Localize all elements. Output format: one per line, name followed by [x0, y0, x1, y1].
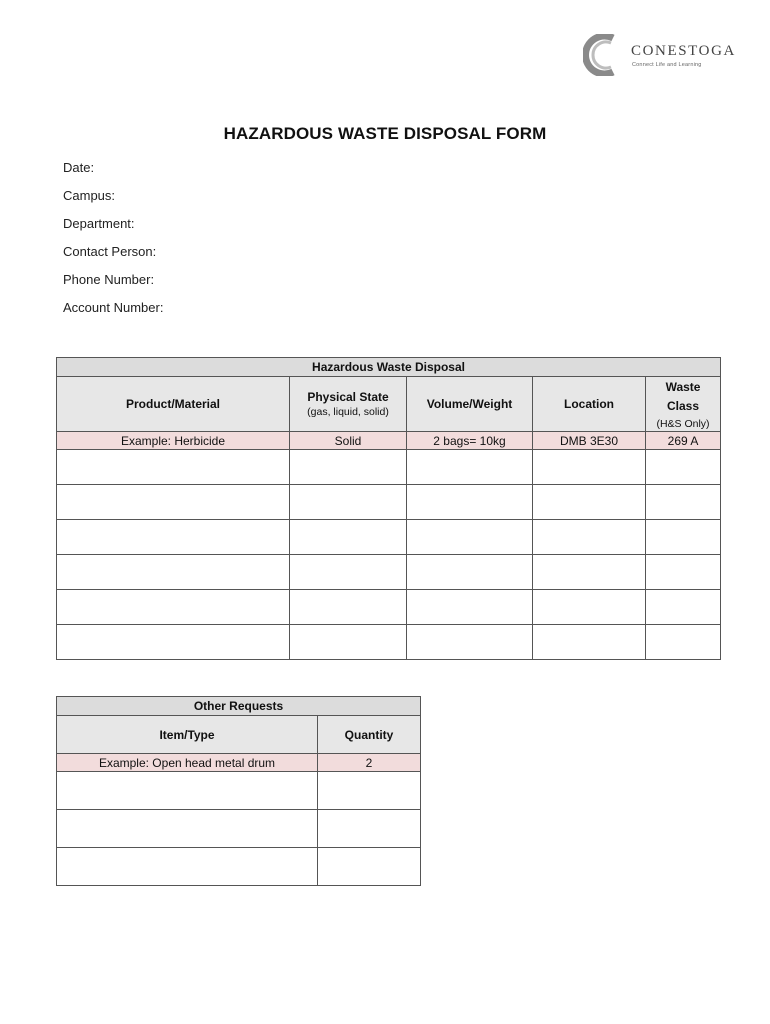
col-waste-class-label: Waste Class — [665, 380, 701, 413]
table-row — [57, 810, 421, 848]
cell-product[interactable] — [57, 625, 290, 660]
logo-tagline: Connect Life and Learning — [632, 62, 702, 68]
account-number-field[interactable]: Account Number: — [63, 300, 164, 315]
example-quantity: 2 — [318, 754, 421, 772]
cell-state[interactable] — [290, 625, 407, 660]
cell-state[interactable] — [290, 590, 407, 625]
cell-class[interactable] — [646, 625, 721, 660]
example-location: DMB 3E30 — [533, 432, 646, 450]
conestoga-c-logo-icon — [583, 34, 623, 76]
hazardous-waste-table — [56, 357, 721, 660]
cell-class[interactable] — [646, 485, 721, 520]
cell-class[interactable] — [646, 450, 721, 485]
cell-volume[interactable] — [407, 555, 533, 590]
table-row — [57, 848, 421, 886]
cell-volume[interactable] — [407, 625, 533, 660]
example-volume: 2 bags= 10kg — [407, 432, 533, 450]
cell-location[interactable] — [533, 625, 646, 660]
col-physical-state-label: Physical State — [307, 390, 389, 404]
col-waste-class — [646, 377, 721, 432]
form-title: HAZARDOUS WASTE DISPOSAL FORM — [223, 124, 547, 143]
col-physical-state-sub: (gas, liquid, solid) — [307, 406, 389, 418]
cell-item[interactable] — [57, 810, 318, 848]
cell-location[interactable] — [533, 485, 646, 520]
col-item-type: Item/Type — [57, 716, 318, 754]
cell-state[interactable] — [290, 450, 407, 485]
table-row — [57, 450, 721, 485]
example-item: Example: Open head metal drum — [57, 754, 318, 772]
department-field[interactable]: Department: — [63, 216, 135, 231]
col-product-material: Product/Material — [57, 377, 290, 432]
col-location: Location — [533, 377, 646, 432]
cell-location[interactable] — [533, 555, 646, 590]
phone-number-field[interactable]: Phone Number: — [63, 272, 155, 287]
col-volume-weight: Volume/Weight — [407, 377, 533, 432]
example-row — [57, 432, 721, 450]
example-row — [57, 754, 421, 772]
logo-name: CONESTOGA — [631, 43, 736, 59]
cell-product[interactable] — [57, 450, 290, 485]
table-row — [57, 485, 721, 520]
cell-product[interactable] — [57, 555, 290, 590]
cell-volume[interactable] — [407, 590, 533, 625]
cell-item[interactable] — [57, 772, 318, 810]
form-fields — [63, 158, 163, 326]
other-table-heading: Other Requests — [57, 697, 421, 716]
col-waste-class-sub: (H&S Only) — [656, 418, 710, 430]
campus-field[interactable]: Campus: — [63, 188, 116, 203]
cell-quantity[interactable] — [318, 848, 421, 886]
cell-class[interactable] — [646, 590, 721, 625]
cell-quantity[interactable] — [318, 772, 421, 810]
other-requests-table — [56, 696, 421, 886]
cell-state[interactable] — [290, 485, 407, 520]
cell-class[interactable] — [646, 520, 721, 555]
example-state: Solid — [290, 432, 407, 450]
cell-product[interactable] — [57, 485, 290, 520]
cell-volume[interactable] — [407, 485, 533, 520]
cell-state[interactable] — [290, 520, 407, 555]
table-row — [57, 590, 721, 625]
table-row — [57, 772, 421, 810]
col-physical-state — [290, 377, 407, 432]
cell-quantity[interactable] — [318, 810, 421, 848]
cell-item[interactable] — [57, 848, 318, 886]
conestoga-logo — [583, 32, 736, 78]
cell-volume[interactable] — [407, 450, 533, 485]
col-quantity: Quantity — [318, 716, 421, 754]
cell-product[interactable] — [57, 520, 290, 555]
table-row — [57, 625, 721, 660]
cell-location[interactable] — [533, 520, 646, 555]
example-product: Example: Herbicide — [57, 432, 290, 450]
cell-location[interactable] — [533, 590, 646, 625]
date-field[interactable]: Date: — [63, 160, 95, 175]
table-row — [57, 520, 721, 555]
table-row — [57, 555, 721, 590]
contact-person-field[interactable]: Contact Person: — [63, 244, 157, 259]
cell-state[interactable] — [290, 555, 407, 590]
cell-location[interactable] — [533, 450, 646, 485]
cell-volume[interactable] — [407, 520, 533, 555]
cell-class[interactable] — [646, 555, 721, 590]
waste-table-heading: Hazardous Waste Disposal — [57, 358, 721, 377]
example-class: 269 A — [646, 432, 721, 450]
cell-product[interactable] — [57, 590, 290, 625]
